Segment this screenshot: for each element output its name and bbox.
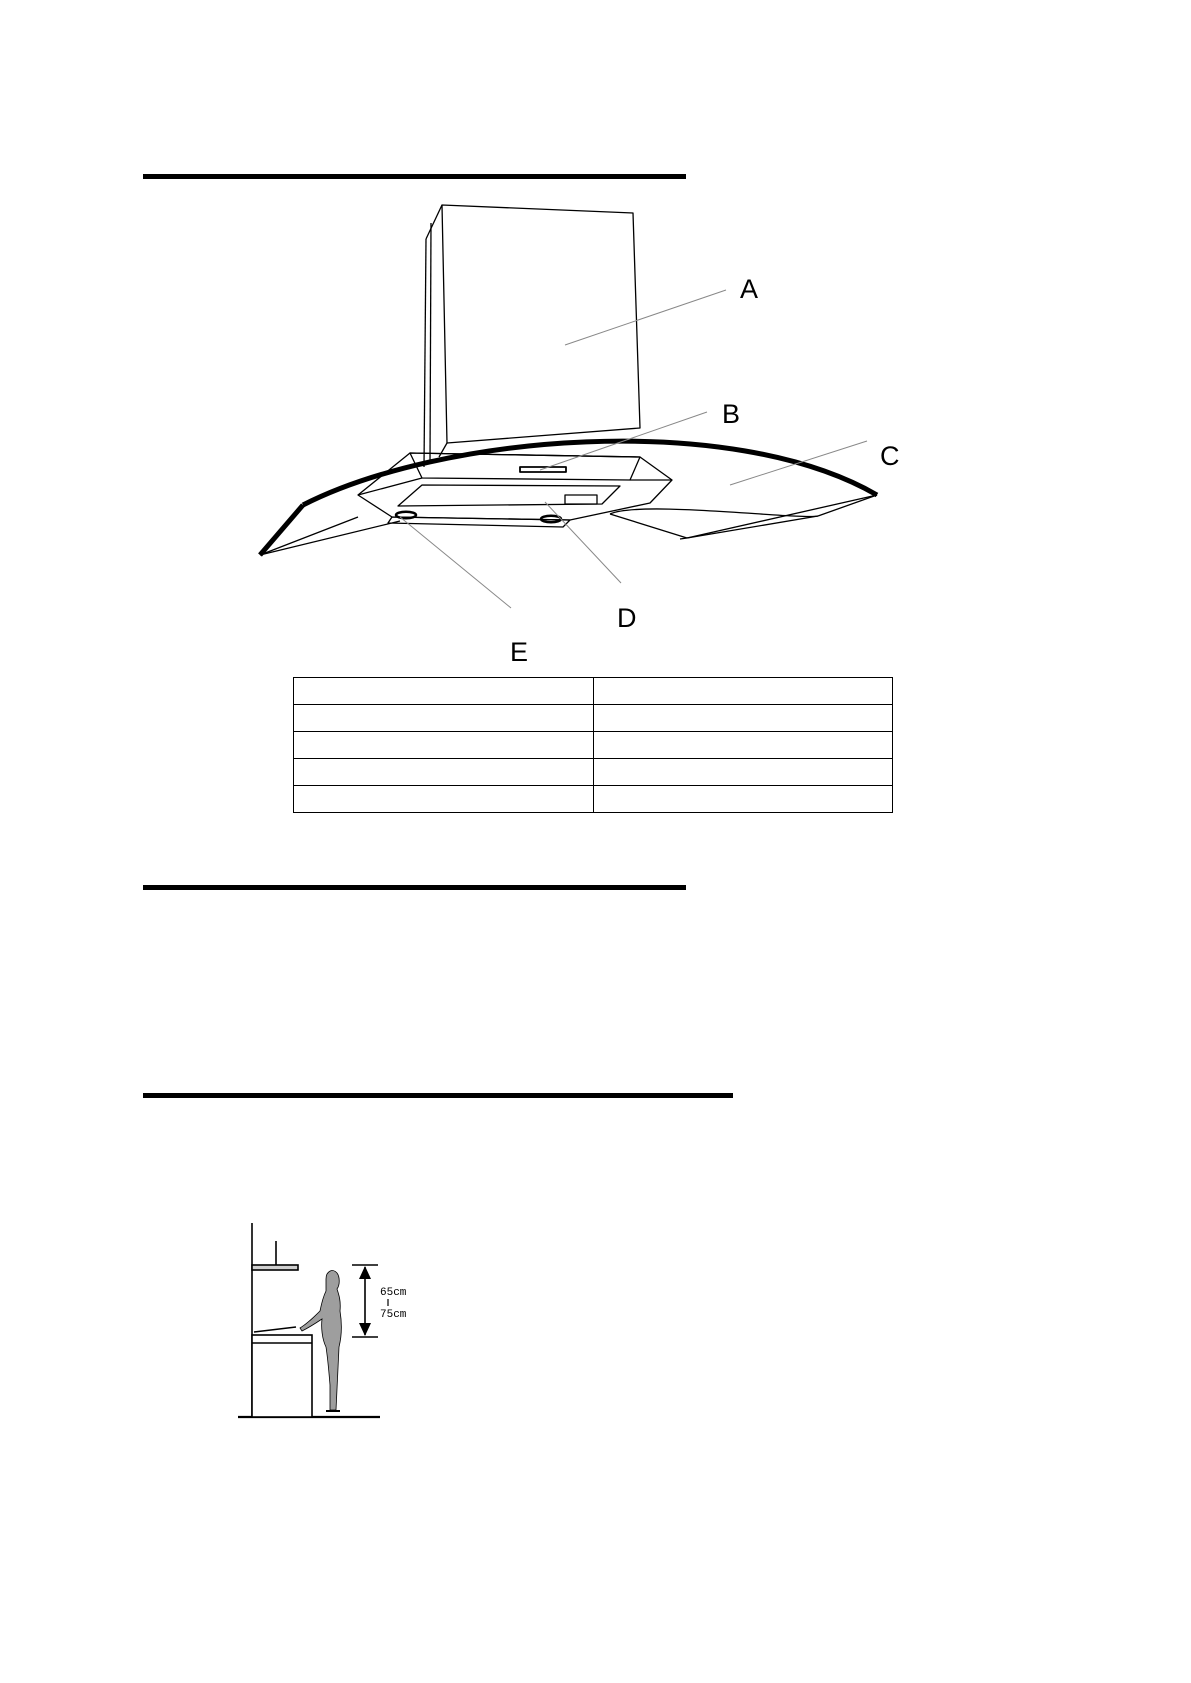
table-cell — [593, 732, 893, 759]
table-cell — [593, 759, 893, 786]
hood-silhouette — [252, 1265, 298, 1270]
table-cell — [593, 678, 893, 705]
glass-canopy — [260, 441, 877, 555]
callout-e: E — [510, 637, 529, 667]
section-rule-1 — [143, 174, 686, 179]
section-rule-3 — [143, 1093, 733, 1098]
cooker-unit — [252, 1335, 312, 1417]
table-cell — [593, 705, 893, 732]
table-cell — [294, 759, 594, 786]
cooker-hood-diagram — [240, 195, 960, 675]
callout-c: C — [880, 441, 900, 471]
callout-b: B — [722, 399, 741, 429]
table-row — [294, 732, 893, 759]
installation-height-diagram — [230, 1215, 440, 1425]
table-row — [294, 786, 893, 813]
table-cell — [294, 678, 594, 705]
table-cell — [593, 786, 893, 813]
callout-a: A — [740, 274, 759, 304]
max-height-label: 75cm — [380, 1309, 407, 1321]
table-row — [294, 705, 893, 732]
table-row — [294, 678, 893, 705]
hood-body — [358, 453, 672, 527]
table-row — [294, 759, 893, 786]
table-cell — [294, 732, 594, 759]
chimney-cover — [424, 205, 640, 467]
min-height-label: 65cm — [380, 1287, 407, 1299]
table-cell — [294, 705, 594, 732]
table-cell — [294, 786, 594, 813]
parts-table — [293, 677, 893, 813]
callout-d: D — [617, 603, 637, 633]
section-rule-2 — [143, 885, 686, 890]
